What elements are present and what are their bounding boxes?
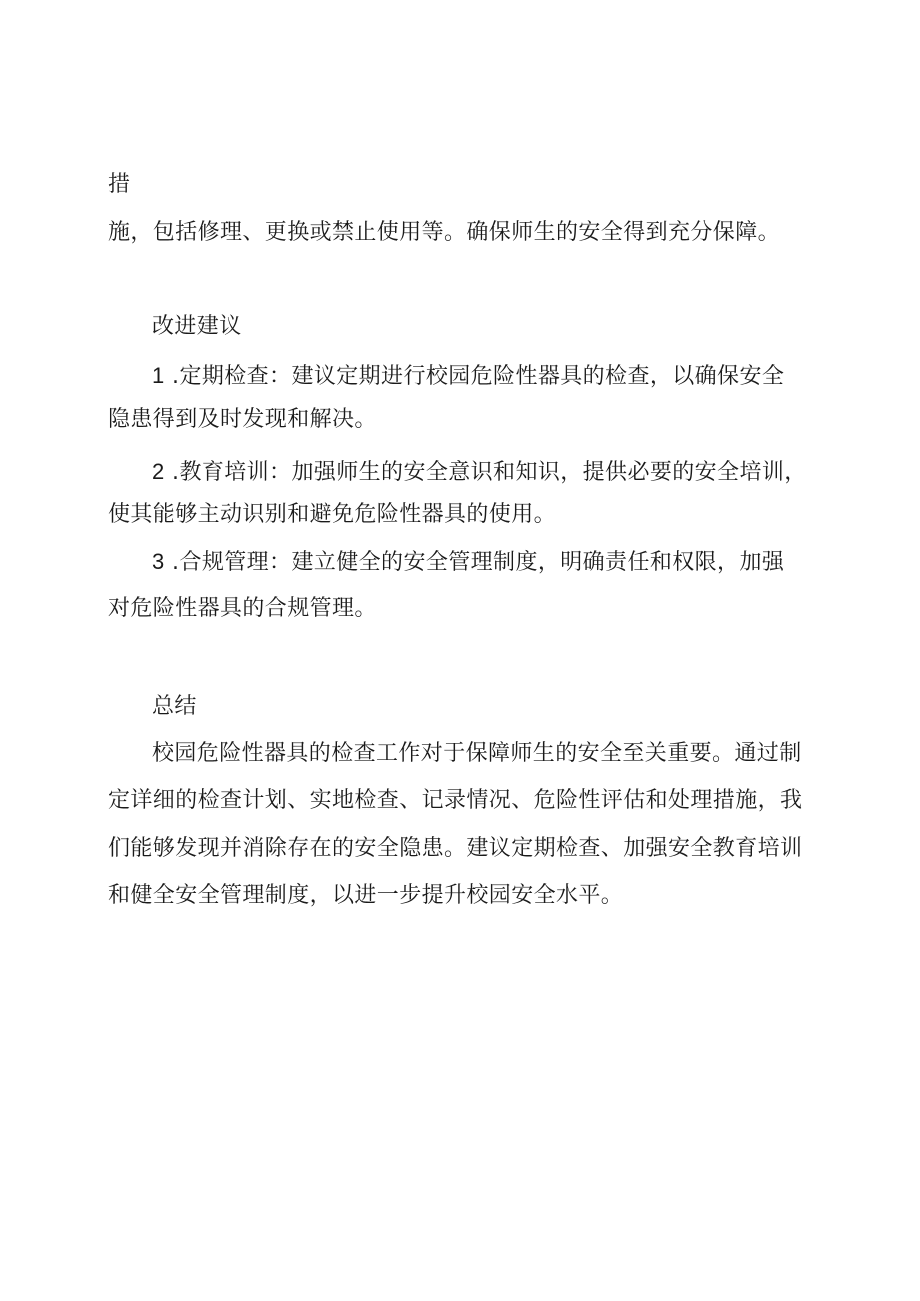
summary-line-3: 们能够发现并消除存在的安全隐患。建议定期检查、加强安全教育培训 <box>108 836 803 861</box>
fragment-line-1: 措 <box>108 172 131 197</box>
summary-line-2: 定详细的检查计划、实地检查、记录情况、危险性评估和处理措施，我 <box>108 788 803 813</box>
improvement-item-2-text: .教育培训：加强师生的安全意识和知识，提供必要的安全培训， <box>172 460 807 485</box>
improvement-item-1-number: 1 <box>152 363 165 388</box>
improvement-item-2-number: 2 <box>152 459 165 484</box>
improvement-item-1-text: .定期检查：建议定期进行校园危险性器具的检查，以确保安全 <box>172 364 785 389</box>
summary-line-1: 校园危险性器具的检查工作对于保障师生的安全至关重要。通过制 <box>152 741 802 766</box>
improvement-item-2-line-2: 使其能够主动识别和避免危险性器具的使用。 <box>108 502 557 527</box>
improvement-item-3-line-2: 对危险性器具的合规管理。 <box>108 596 377 621</box>
improvements-heading: 改进建议 <box>152 314 242 339</box>
fragment-line-2: 施，包括修理、更换或禁止使用等。确保师生的安全得到充分保障。 <box>108 220 781 245</box>
improvement-item-3-number: 3 <box>152 549 165 574</box>
improvement-item-2-line-1 <box>152 457 807 488</box>
improvement-item-1-line-2: 隐患得到及时发现和解决。 <box>108 407 377 432</box>
summary-line-4: 和健全安全管理制度，以进一步提升校园安全水平。 <box>108 883 624 908</box>
improvement-item-3-text: .合规管理：建立健全的安全管理制度，明确责任和权限，加强 <box>172 550 785 575</box>
improvement-item-1-line-1 <box>152 361 784 392</box>
improvement-item-3-line-1 <box>152 547 784 578</box>
summary-heading: 总结 <box>152 694 197 719</box>
